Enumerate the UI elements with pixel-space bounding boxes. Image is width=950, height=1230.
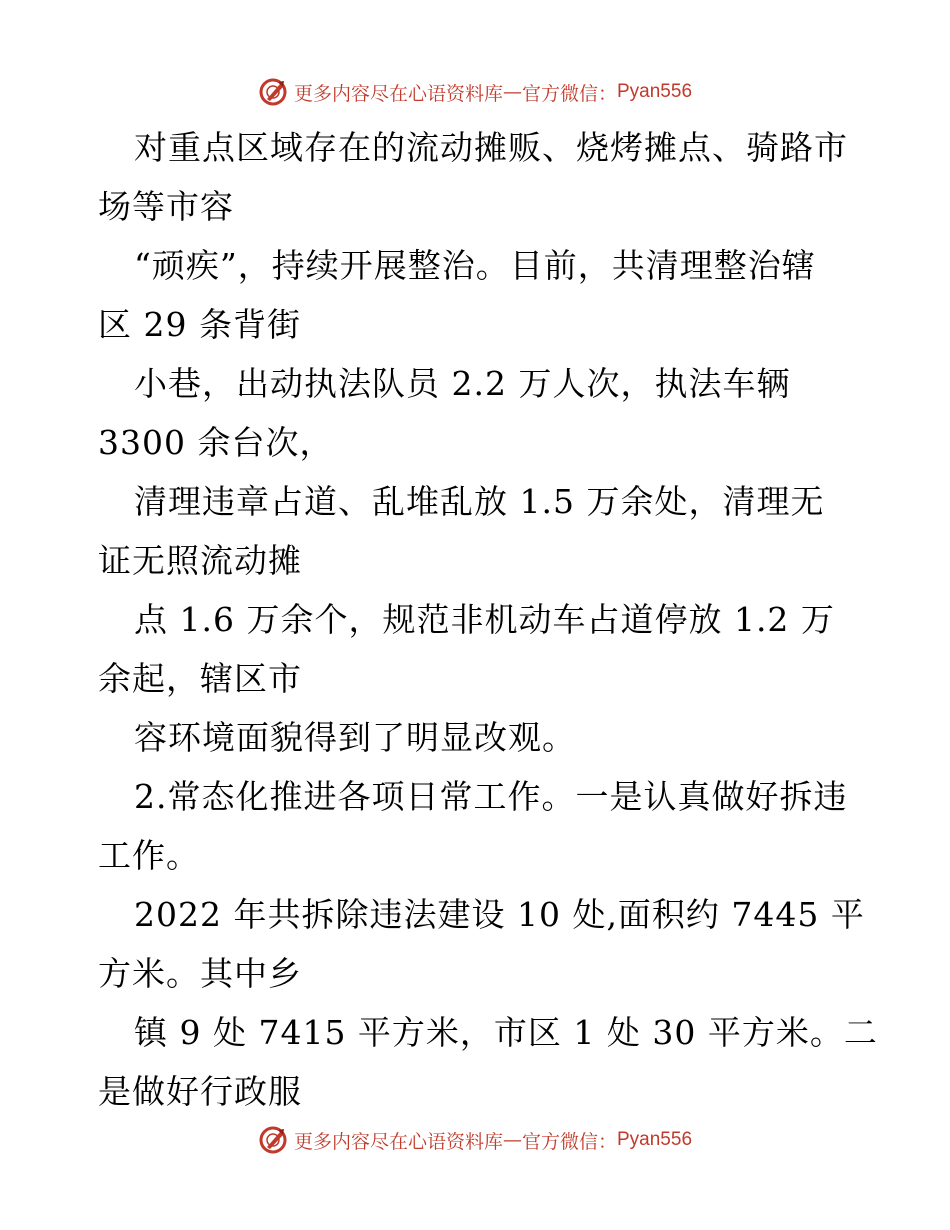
footer-site-name: 更多内容尽在心语资料库 xyxy=(293,1130,503,1153)
pen-logo-icon xyxy=(258,1125,288,1155)
footer-wechat-id: Pyan556 xyxy=(617,1129,693,1150)
text-line: 2022 年共拆除违法建设 10 处,面积约 7445 平 xyxy=(134,895,865,934)
text-line: 镇 9 处 7415 平方米，市区 1 处 30 平方米。二 xyxy=(134,1013,878,1052)
text-line: 是做好行政服 xyxy=(98,1072,302,1111)
header-dash: — xyxy=(502,81,522,103)
text-line: 2.常态化推进各项日常工作。一是认真做好拆违 xyxy=(134,777,848,816)
header-site-name: 更多内容尽在心语资料库 xyxy=(293,82,503,105)
header-wechat-label: 官方微信： xyxy=(521,82,617,105)
text-line: 对重点区域存在的流动摊贩、烧烤摊点、骑路市 xyxy=(134,128,848,167)
footer-banner-text xyxy=(294,1127,692,1154)
text-line: 证无照流动摊 xyxy=(98,541,302,580)
text-line: “顽疾”，持续开展整治。目前，共清理整治辖 xyxy=(134,246,816,285)
text-line: 场等市容 xyxy=(98,187,234,226)
text-line: 工作。 xyxy=(98,836,200,875)
header-banner xyxy=(0,72,950,112)
footer-banner xyxy=(0,1120,950,1160)
header-wechat-id: Pyan556 xyxy=(617,81,693,102)
text-line: 点 1.6 万余个，规范非机动车占道停放 1.2 万 xyxy=(134,600,835,639)
text-line: 方米。其中乡 xyxy=(98,954,302,993)
text-line: 区 29 条背街 xyxy=(98,305,301,344)
text-line: 清理违章占道、乱堆乱放 1.5 万余处，清理无 xyxy=(134,482,825,521)
document-body xyxy=(98,118,878,1121)
pen-logo-icon xyxy=(258,77,288,107)
text-line: 3300 余台次， xyxy=(98,423,334,462)
text-line: 余起，辖区市 xyxy=(98,659,302,698)
footer-dash: — xyxy=(502,1129,522,1151)
text-line: 容环境面貌得到了明显改观。 xyxy=(134,718,576,757)
header-banner-text xyxy=(294,79,692,106)
text-line: 小巷，出动执法队员 2.2 万人次，执法车辆 xyxy=(134,364,791,403)
footer-wechat-label: 官方微信： xyxy=(521,1130,617,1153)
